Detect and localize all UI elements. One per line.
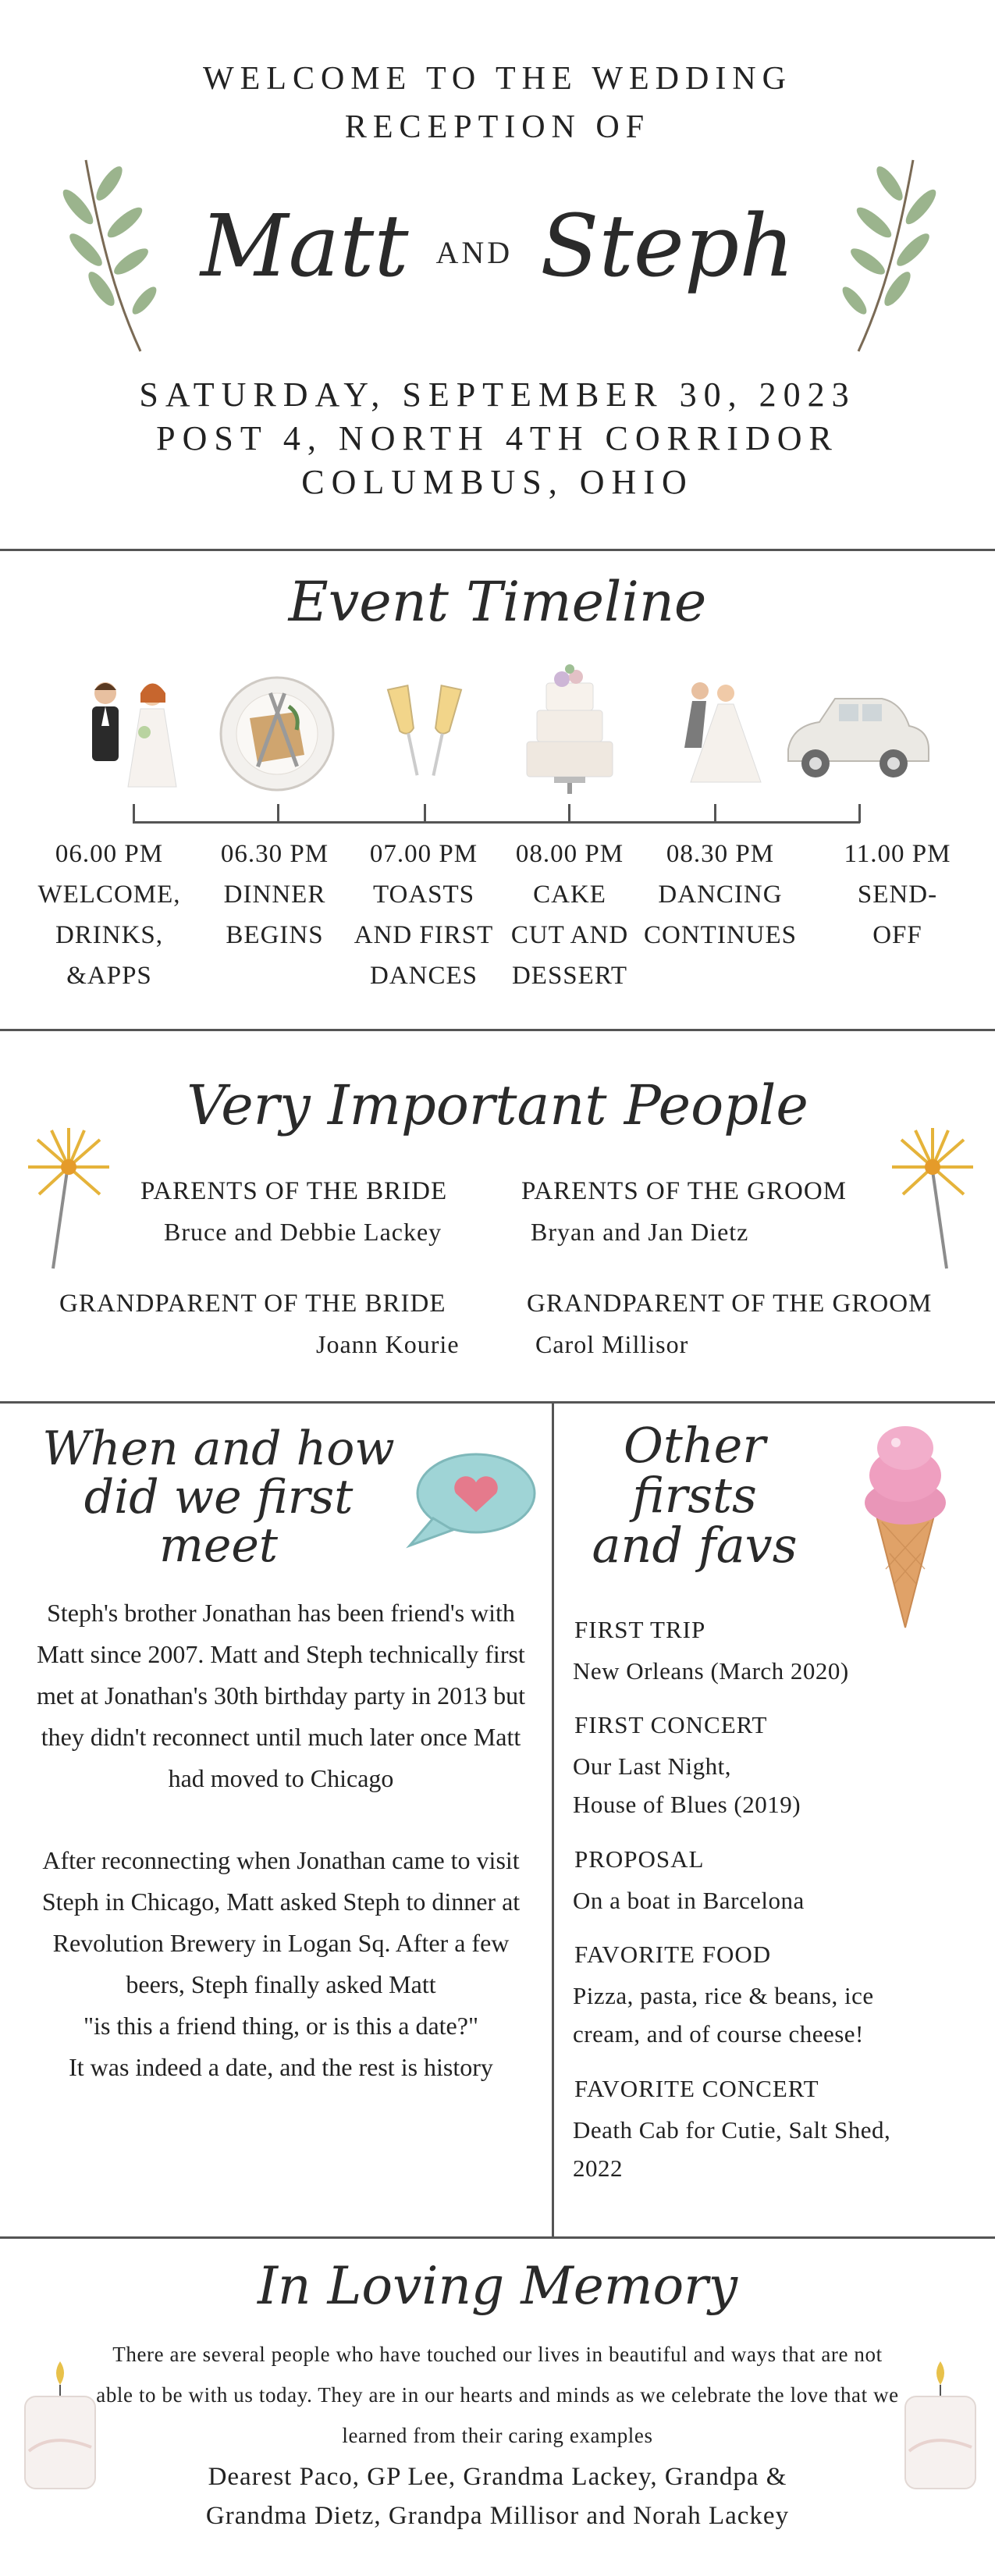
timeline-time: 06.30 PM xyxy=(220,840,329,868)
favorite-concert-value-line: 2022 xyxy=(573,2154,623,2182)
meet-paragraph-2-end: It was indeed a date, and the rest is history xyxy=(69,2053,493,2081)
first-concert-value-line: Our Last Night, xyxy=(573,1752,731,1780)
parents-groom-label: PARENTS OF THE GROOM xyxy=(521,1177,847,1205)
parents-groom-names: Bryan and Jan Dietz xyxy=(531,1218,749,1246)
names-and: AND xyxy=(435,235,513,271)
dancing-couple-icon xyxy=(652,671,776,796)
timeline-tick xyxy=(858,804,861,823)
timeline-time: 08.30 PM xyxy=(666,840,775,868)
column-divider xyxy=(552,1403,554,2236)
couple-icon xyxy=(70,671,195,796)
bride-name: Steph xyxy=(540,196,795,296)
timeline-tick xyxy=(714,804,716,823)
welcome-heading xyxy=(0,55,995,151)
candle-icon xyxy=(17,2357,103,2494)
first-trip-label: FIRST TRIP xyxy=(574,1616,706,1643)
grandparent-bride-label: GRANDPARENT OF THE BRIDE xyxy=(59,1290,446,1318)
first-concert-value-line: House of Blues (2019) xyxy=(573,1791,801,1818)
proposal-value: On a boat in Barcelona xyxy=(573,1887,805,1914)
timeline-axis xyxy=(133,821,860,824)
timeline-label: CAKE xyxy=(533,881,606,909)
timeline-title: Event Timeline xyxy=(288,570,707,634)
grandparent-bride-names: Joann Kourie xyxy=(316,1330,460,1358)
dinner-plate-icon xyxy=(215,671,339,796)
sparkler-icon xyxy=(22,1124,115,1272)
timeline-item xyxy=(496,834,644,996)
memory-names-line: Grandma Dietz, Grandpa Millisor and Norah Lackey xyxy=(205,2502,790,2530)
welcome-line-1: WELCOME TO THE WEDDING xyxy=(203,61,792,97)
timeline-label: DESSERT xyxy=(511,962,628,990)
grandparent-groom-names: Carol Millisor xyxy=(535,1330,689,1358)
first-concert-value xyxy=(573,1747,979,1823)
timeline-time: 06.00 PM xyxy=(55,840,164,868)
vintage-car-icon xyxy=(776,671,933,796)
grandparent-groom-label: GRANDPARENT OF THE GROOM xyxy=(527,1290,933,1318)
section-divider xyxy=(0,2236,995,2239)
event-date: SATURDAY, SEPTEMBER 30, 2023 xyxy=(139,375,856,414)
memory-title: In Loving Memory xyxy=(257,2256,738,2316)
timeline-label: AND FIRST xyxy=(354,921,494,949)
timeline-item xyxy=(823,834,972,955)
favorite-food-label: FAVORITE FOOD xyxy=(574,1941,772,1968)
favorite-food-value-line: cream, and of course cheese! xyxy=(573,2020,864,2048)
vip-title: Very Important People xyxy=(187,1073,808,1137)
firsts-title-line: Other xyxy=(623,1417,766,1474)
timeline-tick xyxy=(568,804,570,823)
couple-names xyxy=(0,195,995,304)
sparkler-icon xyxy=(886,1124,979,1272)
meet-paragraph-2 xyxy=(23,1840,538,2088)
section-divider xyxy=(0,1401,995,1404)
timeline-item xyxy=(35,834,183,996)
timeline-tick xyxy=(277,804,279,823)
timeline-item xyxy=(638,834,802,955)
firsts-title xyxy=(577,1417,812,1574)
ice-cream-cone-icon xyxy=(858,1421,952,1631)
favorite-concert-value xyxy=(573,2111,979,2187)
timeline-time: 11.00 PM xyxy=(844,840,951,868)
meet-paragraph-2-text: After reconnecting when Jonathan came to visit Steph in Chicago, Matt asked Steph to dinner at Revolution Brewery in Logan Sq. After a few beers, Steph finally asked Matt xyxy=(41,1846,521,1998)
memory-names xyxy=(94,2457,901,2535)
heart-speech-bubble-icon xyxy=(402,1448,538,1550)
timeline-time: 07.00 PM xyxy=(369,840,478,868)
favorite-food-value-line: Pizza, pasta, rice & beans, ice xyxy=(573,1982,874,2009)
section-divider xyxy=(0,1029,995,1031)
timeline-label: DANCING xyxy=(658,881,783,909)
champagne-glasses-icon xyxy=(363,671,488,796)
timeline-time: 08.00 PM xyxy=(515,840,624,868)
timeline-label: CONTINUES xyxy=(644,921,797,949)
favorite-concert-label: FAVORITE CONCERT xyxy=(574,2075,819,2102)
meet-title-line: When and how xyxy=(42,1421,395,1476)
favorite-concert-value-line: Death Cab for Cutie, Salt Shed, xyxy=(573,2116,891,2144)
timeline-label: CUT AND xyxy=(510,921,629,949)
first-trip-value: New Orleans (March 2020) xyxy=(573,1657,849,1685)
meet-paragraph-1: Steph's brother Jonathan has been friend's with Matt since 2007. Matt and Steph technically first met at Jonathan's 30th birthday party in 2013 but they didn't reconnect until much later once Matt had moved to Chicago xyxy=(36,1599,526,1792)
wedding-cake-icon xyxy=(507,660,632,796)
welcome-line-2: RECEPTION OF xyxy=(344,109,651,145)
proposal-label: PROPOSAL xyxy=(574,1845,705,1873)
event-venue: POST 4, NORTH 4TH CORRIDOR xyxy=(156,419,839,457)
timeline-label: TOASTS xyxy=(372,881,475,909)
timeline-label: DANCES xyxy=(369,962,478,990)
event-details xyxy=(0,373,995,504)
firsts-title-line: firsts xyxy=(632,1467,757,1524)
timeline-label: &APPS xyxy=(66,962,152,990)
meet-quote: "is this a friend thing, or is this a date?" xyxy=(83,2012,479,2040)
timeline-tick xyxy=(424,804,426,823)
favorite-food-value xyxy=(573,1976,979,2053)
first-concert-label: FIRST CONCERT xyxy=(574,1711,768,1738)
candle-icon xyxy=(897,2357,983,2494)
timeline-tick xyxy=(133,804,135,823)
timeline-label: OFF xyxy=(872,921,922,949)
timeline-label: DINNER xyxy=(223,881,326,909)
timeline-label: SEND- xyxy=(857,881,938,909)
parents-bride-label: PARENTS OF THE BRIDE xyxy=(140,1177,448,1205)
timeline-item xyxy=(201,834,349,955)
timeline-item xyxy=(350,834,498,996)
parents-bride-names: Bruce and Debbie Lackey xyxy=(164,1218,442,1246)
timeline-label: BEGINS xyxy=(226,921,324,949)
meet-title-line: meet xyxy=(158,1518,279,1573)
firsts-title-line: and favs xyxy=(592,1517,798,1574)
meet-story xyxy=(23,1592,538,2088)
section-divider xyxy=(0,549,995,551)
memory-names-line: Dearest Paco, GP Lee, Grandma Lackey, Grandpa & xyxy=(208,2463,787,2491)
meet-title-line: did we first xyxy=(84,1470,354,1525)
groom-name: Matt xyxy=(200,196,409,296)
meet-title xyxy=(31,1421,406,1573)
memory-text: There are several people who have touched our lives in beautiful and ways that are not able to be with us today. They are in our hearts and minds as we celebrate the love that we learned from their caring examples xyxy=(96,2343,899,2447)
event-city: COLUMBUS, OHIO xyxy=(301,463,694,501)
timeline-label: WELCOME, xyxy=(37,881,181,909)
timeline-label: DRINKS, xyxy=(55,921,164,949)
